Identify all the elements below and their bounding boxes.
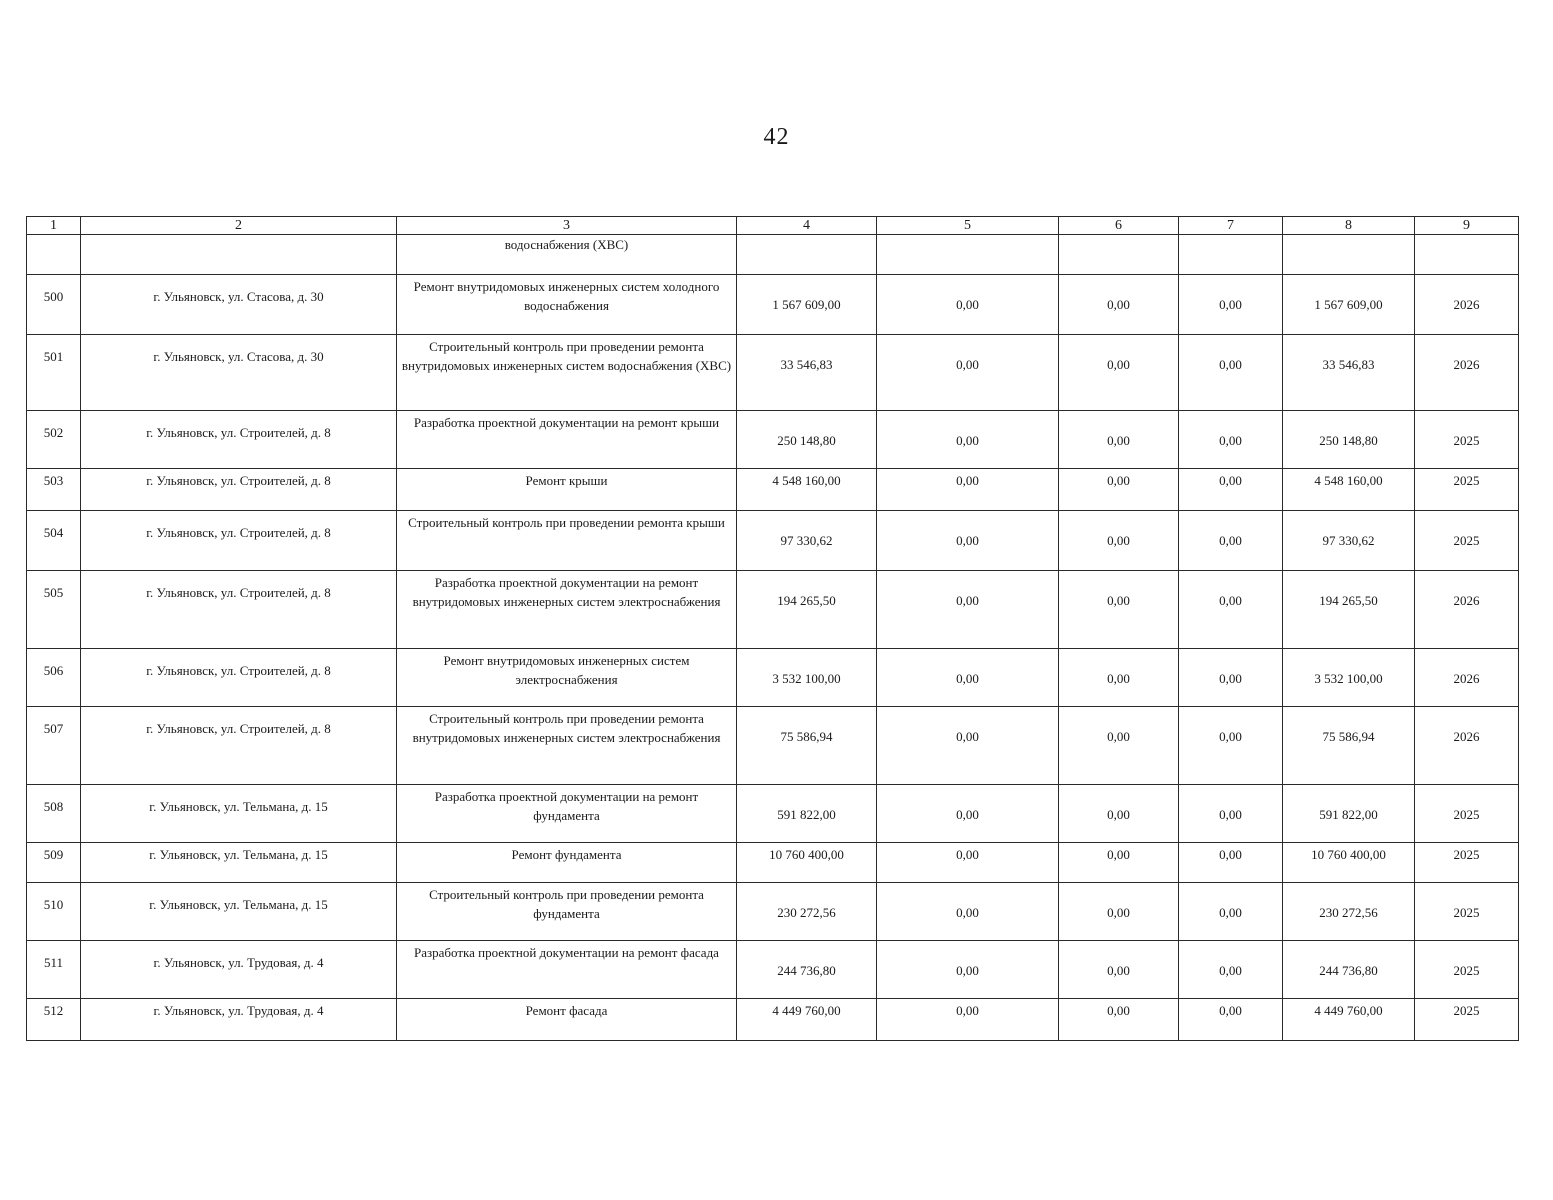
cost-column-7-cell: 0,00 <box>1179 707 1283 785</box>
cost-column-6-cell: 0,00 <box>1059 999 1179 1041</box>
address-cell: г. Ульяновск, ул. Тельмана, д. 15 <box>81 785 397 843</box>
cost-column-6-cell: 0,00 <box>1059 883 1179 941</box>
row-number-cell: 506 <box>27 649 81 707</box>
cost-column-7-cell: 0,00 <box>1179 571 1283 649</box>
cost-column-8-cell: 3 532 100,00 <box>1283 649 1415 707</box>
work-type-cell: водоснабжения (ХВС) <box>397 235 737 275</box>
cost-total-cell: 591 822,00 <box>737 785 877 843</box>
cost-total-cell: 33 546,83 <box>737 335 877 411</box>
column-number-row <box>27 217 1519 235</box>
table-row <box>27 511 1519 571</box>
cost-column-5-cell: 0,00 <box>877 571 1059 649</box>
table-row <box>27 941 1519 999</box>
cost-column-8-cell: 244 736,80 <box>1283 941 1415 999</box>
cost-total-cell: 97 330,62 <box>737 511 877 571</box>
cost-column-6-cell: 0,00 <box>1059 571 1179 649</box>
work-type-cell: Строительный контроль при проведении ремонта крыши <box>397 511 737 571</box>
year-cell: 2025 <box>1415 469 1519 511</box>
year-cell: 2026 <box>1415 571 1519 649</box>
work-type-cell: Разработка проектной документации на ремонт фундамента <box>397 785 737 843</box>
cost-column-6-cell: 0,00 <box>1059 511 1179 571</box>
year-cell: 2026 <box>1415 649 1519 707</box>
cost-total-cell: 75 586,94 <box>737 707 877 785</box>
column-number: 8 <box>1283 217 1415 235</box>
cost-column-8-cell: 97 330,62 <box>1283 511 1415 571</box>
cost-column-5-cell: 0,00 <box>877 511 1059 571</box>
cost-column-8-cell: 1 567 609,00 <box>1283 275 1415 335</box>
cost-column-7-cell: 0,00 <box>1179 275 1283 335</box>
row-number-cell: 508 <box>27 785 81 843</box>
cost-column-6-cell: 0,00 <box>1059 785 1179 843</box>
cost-column-7-cell: 0,00 <box>1179 883 1283 941</box>
cost-column-5-cell: 0,00 <box>877 883 1059 941</box>
cost-total-cell: 4 449 760,00 <box>737 999 877 1041</box>
page-number: 42 <box>763 124 790 150</box>
address-cell: г. Ульяновск, ул. Строителей, д. 8 <box>81 411 397 469</box>
address-cell: г. Ульяновск, ул. Трудовая, д. 4 <box>81 999 397 1041</box>
cost-total-cell: 194 265,50 <box>737 571 877 649</box>
cost-column-5-cell: 0,00 <box>877 411 1059 469</box>
row-number-cell: 512 <box>27 999 81 1041</box>
table-row <box>27 275 1519 335</box>
work-type-cell: Строительный контроль при проведении ремонта внутридомовых инженерных систем водоснабжения (ХВС) <box>397 335 737 411</box>
table-row <box>27 469 1519 511</box>
address-cell: г. Ульяновск, ул. Строителей, д. 8 <box>81 649 397 707</box>
work-type-cell: Ремонт внутридомовых инженерных систем электроснабжения <box>397 649 737 707</box>
continuation-row <box>27 235 1519 275</box>
table-row <box>27 707 1519 785</box>
cost-column-8-cell: 4 548 160,00 <box>1283 469 1415 511</box>
address-cell: г. Ульяновск, ул. Стасова, д. 30 <box>81 275 397 335</box>
year-cell: 2025 <box>1415 511 1519 571</box>
cost-column-8-cell: 591 822,00 <box>1283 785 1415 843</box>
table-row <box>27 335 1519 411</box>
cost-column-5-cell: 0,00 <box>877 469 1059 511</box>
cost-column-5-cell: 0,00 <box>877 785 1059 843</box>
cost-column-8-cell: 75 586,94 <box>1283 707 1415 785</box>
column-number: 1 <box>27 217 81 235</box>
row-number-cell: 504 <box>27 511 81 571</box>
work-type-cell: Разработка проектной документации на ремонт крыши <box>397 411 737 469</box>
cost-column-8-cell: 33 546,83 <box>1283 335 1415 411</box>
cost-column-5-cell: 0,00 <box>877 843 1059 883</box>
work-type-cell: Ремонт крыши <box>397 469 737 511</box>
table-row <box>27 883 1519 941</box>
cost-column-8-cell: 230 272,56 <box>1283 883 1415 941</box>
address-cell: г. Ульяновск, ул. Строителей, д. 8 <box>81 511 397 571</box>
cost-column-7-cell: 0,00 <box>1179 411 1283 469</box>
cost-column-8-cell: 4 449 760,00 <box>1283 999 1415 1041</box>
cost-column-5-cell: 0,00 <box>877 707 1059 785</box>
cost-column-6-cell: 0,00 <box>1059 941 1179 999</box>
cost-total-cell: 244 736,80 <box>737 941 877 999</box>
cost-column-5-cell: 0,00 <box>877 999 1059 1041</box>
cost-column-6-cell: 0,00 <box>1059 411 1179 469</box>
cost-total-cell: 4 548 160,00 <box>737 469 877 511</box>
row-number-cell: 503 <box>27 469 81 511</box>
year-cell: 2025 <box>1415 941 1519 999</box>
column-number: 7 <box>1179 217 1283 235</box>
year-cell: 2025 <box>1415 411 1519 469</box>
cost-total-cell: 1 567 609,00 <box>737 275 877 335</box>
work-type-cell: Разработка проектной документации на ремонт фасада <box>397 941 737 999</box>
column-number: 3 <box>397 217 737 235</box>
column-number: 4 <box>737 217 877 235</box>
cost-total-cell: 10 760 400,00 <box>737 843 877 883</box>
cost-column-7-cell: 0,00 <box>1179 335 1283 411</box>
row-number-cell: 502 <box>27 411 81 469</box>
row-number-cell: 509 <box>27 843 81 883</box>
year-cell: 2025 <box>1415 843 1519 883</box>
year-cell: 2026 <box>1415 707 1519 785</box>
cost-column-5-cell: 0,00 <box>877 275 1059 335</box>
year-cell: 2026 <box>1415 335 1519 411</box>
cost-column-8-cell: 194 265,50 <box>1283 571 1415 649</box>
cost-column-6-cell: 0,00 <box>1059 707 1179 785</box>
table-row <box>27 571 1519 649</box>
cost-column-7-cell: 0,00 <box>1179 941 1283 999</box>
cost-column-6-cell: 0,00 <box>1059 275 1179 335</box>
cost-column-7-cell: 0,00 <box>1179 469 1283 511</box>
cost-column-7-cell: 0,00 <box>1179 843 1283 883</box>
work-type-cell: Разработка проектной документации на ремонт внутридомовых инженерных систем электроснабжения <box>397 571 737 649</box>
column-number: 5 <box>877 217 1059 235</box>
cost-column-7-cell: 0,00 <box>1179 649 1283 707</box>
row-number-cell: 500 <box>27 275 81 335</box>
table-row <box>27 843 1519 883</box>
row-number-cell: 511 <box>27 941 81 999</box>
cost-column-6-cell: 0,00 <box>1059 843 1179 883</box>
table-row <box>27 785 1519 843</box>
work-type-cell: Ремонт фасада <box>397 999 737 1041</box>
year-cell: 2025 <box>1415 785 1519 843</box>
table-row <box>27 411 1519 469</box>
program-table <box>26 216 1519 1041</box>
row-number-cell: 510 <box>27 883 81 941</box>
cost-column-7-cell: 0,00 <box>1179 785 1283 843</box>
row-number-cell: 505 <box>27 571 81 649</box>
cost-column-5-cell: 0,00 <box>877 649 1059 707</box>
year-cell: 2026 <box>1415 275 1519 335</box>
cost-column-6-cell: 0,00 <box>1059 649 1179 707</box>
cost-column-8-cell: 250 148,80 <box>1283 411 1415 469</box>
table-row <box>27 999 1519 1041</box>
work-type-cell: Ремонт фундамента <box>397 843 737 883</box>
address-cell: г. Ульяновск, ул. Трудовая, д. 4 <box>81 941 397 999</box>
cost-column-7-cell: 0,00 <box>1179 999 1283 1041</box>
cost-column-5-cell: 0,00 <box>877 941 1059 999</box>
cost-column-5-cell: 0,00 <box>877 335 1059 411</box>
cost-total-cell: 230 272,56 <box>737 883 877 941</box>
cost-column-7-cell: 0,00 <box>1179 511 1283 571</box>
work-type-cell: Строительный контроль при проведении ремонта фундамента <box>397 883 737 941</box>
cost-total-cell: 250 148,80 <box>737 411 877 469</box>
cost-total-cell: 3 532 100,00 <box>737 649 877 707</box>
column-number: 6 <box>1059 217 1179 235</box>
row-number-cell: 501 <box>27 335 81 411</box>
year-cell: 2025 <box>1415 999 1519 1041</box>
column-number: 2 <box>81 217 397 235</box>
year-cell: 2025 <box>1415 883 1519 941</box>
address-cell: г. Ульяновск, ул. Строителей, д. 8 <box>81 707 397 785</box>
address-cell: г. Ульяновск, ул. Строителей, д. 8 <box>81 571 397 649</box>
address-cell: г. Ульяновск, ул. Строителей, д. 8 <box>81 469 397 511</box>
work-type-cell: Ремонт внутридомовых инженерных систем холодного водоснабжения <box>397 275 737 335</box>
address-cell: г. Ульяновск, ул. Тельмана, д. 15 <box>81 843 397 883</box>
column-number: 9 <box>1415 217 1519 235</box>
row-number-cell: 507 <box>27 707 81 785</box>
work-type-cell: Строительный контроль при проведении ремонта внутридомовых инженерных систем электроснабжения <box>397 707 737 785</box>
address-cell: г. Ульяновск, ул. Тельмана, д. 15 <box>81 883 397 941</box>
table-row <box>27 649 1519 707</box>
cost-column-8-cell: 10 760 400,00 <box>1283 843 1415 883</box>
cost-column-6-cell: 0,00 <box>1059 469 1179 511</box>
cost-column-6-cell: 0,00 <box>1059 335 1179 411</box>
address-cell: г. Ульяновск, ул. Стасова, д. 30 <box>81 335 397 411</box>
